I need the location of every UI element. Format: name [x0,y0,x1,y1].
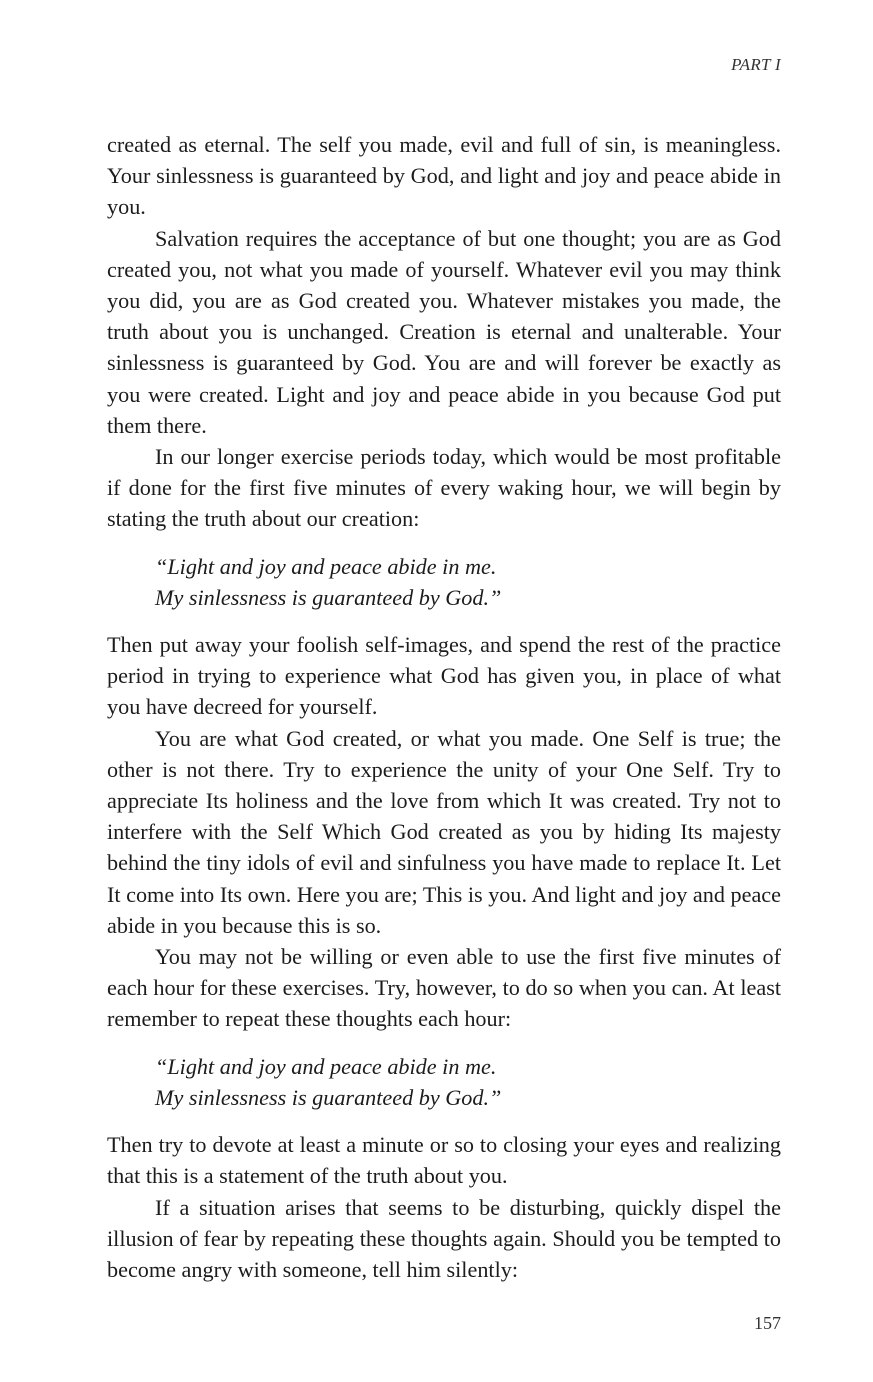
paragraph-1: created as eternal. The self you made, evil and full of sin, is meaningless. Your sinlessness is guaranteed by God, and light and joy and peace abide in you. [107,132,781,220]
paragraph-6: You may not be willing or even able to use the first five minutes of each hour for these exercises. Try, however, to do so when you can. At least remember to repeat these thoughts each hour: [107,944,781,1032]
page-body [107,129,781,1285]
block-quote-1 [155,551,781,613]
paragraph-2: Salvation requires the acceptance of but one thought; you are as God created you, not what you made of yourself. Whatever evil you may think you did, you are as God created you. Whatever mistakes you made, the truth about you is unchanged. Creation is eternal and unalterable. Your sinlessness is guaranteed by God. You are and will forever be exactly as you were created. Light and joy and peace abide in you because God put them there. [107,225,781,438]
page-number: 157 [754,1313,781,1333]
paragraph-8: If a situation arises that seems to be disturbing, quickly dispel the illusion of fear by repeating these thoughts again. Should you be tempted to become angry with someone, tell him silently: [107,1194,781,1282]
quote-line: My sinlessness is guaranteed by God.” [155,584,502,610]
paragraph-7: Then try to devote at least a minute or so to closing your eyes and realizing that this is a statement of the truth about you. [107,1132,781,1189]
paragraph-5: You are what God created, or what you made. One Self is true; the other is not there. Try to experience the unity of your One Self. Try to appreciate Its holiness and the love from which It was created. Try not to interfere with the Self Which God created as you by hiding Its majesty behind the tiny idols of evil and sinfulness you have made to replace It. Let It come into Its own. Here you are; This is you. And light and joy and peace abide in you because this is so. [107,725,781,938]
quote-line: “Light and joy and peace abide in me. [155,553,497,579]
quote-line: My sinlessness is guaranteed by God.” [155,1084,502,1110]
paragraph-4: Then put away your foolish self-images, and spend the rest of the practice period in trying to experience what God has given you, in place of what you have decreed for yourself. [107,632,781,720]
quote-line: “Light and joy and peace abide in me. [155,1053,497,1079]
paragraph-3: In our longer exercise periods today, which would be most profitable if done for the first five minutes of every waking hour, we will begin by stating the truth about our creation: [107,444,781,532]
block-quote-2 [155,1051,781,1113]
running-head: PART I [731,55,781,74]
